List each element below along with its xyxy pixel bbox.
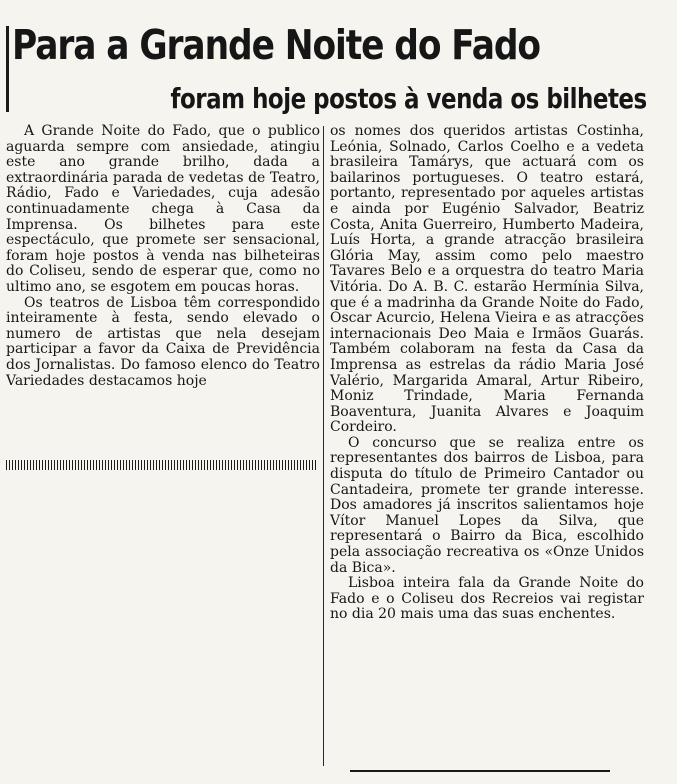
article-column-left bbox=[6, 124, 320, 389]
article-paragraph: A Grande Noite do Fado, que o publico aguarda sempre com ansiedade, atingiu este ano grande brilho, dada a extraordinária parada de vedetas de Teatro, Rádio, Fado e Variedades, cuja adesão continuadamente chega à Casa da Imprensa. Os bilhetes para este espectáculo, que promete ser sensacional, foram hoje postos à venda nas bilheteiras do Coliseu, sendo de esperar que, como no ultimo ano, se esgotem em poucas horas. bbox=[6, 123, 320, 295]
column-divider bbox=[323, 126, 324, 766]
article-column-right bbox=[330, 124, 644, 623]
headline-bar bbox=[6, 26, 9, 112]
headline: Para a Grande Noite do Fado bbox=[12, 21, 541, 69]
article-paragraph: os nomes dos queridos artistas Costinha, Leónia, Solnado, Carlos Coelho e a vedeta brasileira Tamárys, que actuará com os bailarinos portugueses. O teatro estará, portanto, representado por aqueles artistas e ainda por Eugénio Salvador, Beatriz Costa, Anita Guerreiro, Humberto Madeira, Luís Horta, a grande atracção brasileira Glória May, assim como pelo maestro Tavares Belo e a orquestra do teatro Maria Vitória. Do A. B. C. estarão Hermínia Silva, que é a madrinha da Grande Noite do Fado, Oscar Acurcio, Helena Vieira e as atracções internacionais Deo Maia e Irmãos Guarás. Também colaboram na festa da Casa da Imprensa as estrelas da rádio Maria José Valério, Margarida Amaral, Artur Ribeiro, Moniz Trindade, Maria Fernanda Boaventura, Juanita Alvares e Joaquim Cordeiro. bbox=[330, 123, 644, 436]
article-end-rule bbox=[350, 770, 610, 772]
column-end-rule bbox=[6, 460, 316, 470]
article-paragraph: Os teatros de Lisboa têm correspondido inteiramente à festa, sendo elevado o numero de artistas que nela desejam participar a favor da Caixa de Previdência dos Jornalistas. Do famoso elenco do Teatro Variedades destacamos hoje bbox=[6, 294, 320, 389]
subheadline: foram hoje postos à venda os bilhetes bbox=[170, 82, 647, 115]
article-paragraph: O concurso que se realiza entre os representantes dos bairros de Lisboa, para disputa do título de Primeiro Cantador ou Cantadeira, promete ter grande interesse. Dos amadores já inscritos salientamos hoje Vítor Manuel Lopes da Silva, que representará o Bairro da Bica, escolhido pela associação recreativa os «Onze Unidos da Bica». bbox=[330, 434, 644, 576]
article-paragraph: Lisboa inteira fala da Grande Noite do Fado e o Coliseu dos Recreios vai registar no dia 20 mais uma das suas enchentes. bbox=[330, 575, 644, 623]
